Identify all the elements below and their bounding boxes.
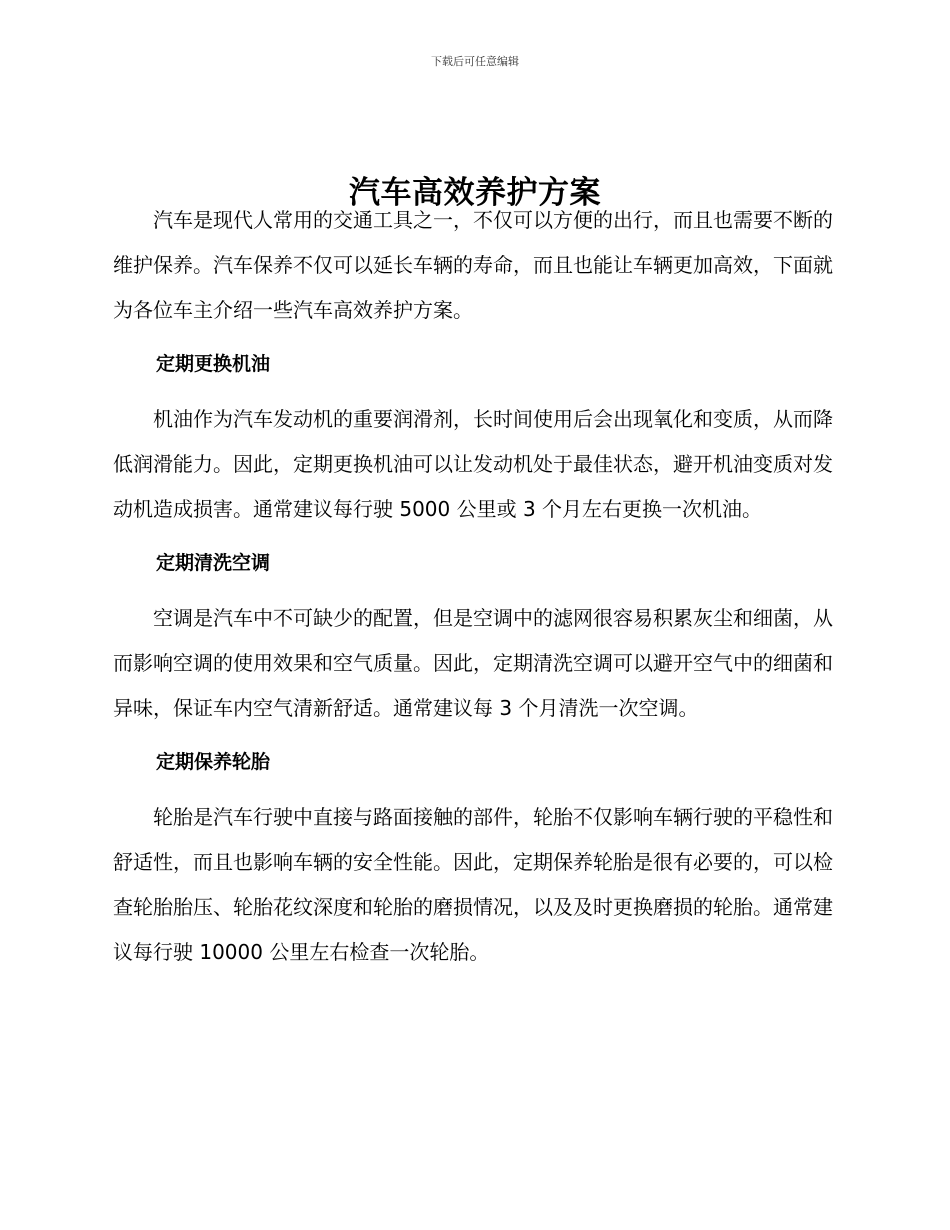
intro-paragraph: 汽车是现代人常用的交通工具之一，不仅可以方便的出行，而且也需要不断的维护保养。汽车保养不仅可以延长车辆的寿命，而且也能让车辆更加高效，下面就为各位车主介绍一些汽车高效养护方案。 <box>113 208 833 322</box>
document-title: 汽车高效养护方案 <box>349 174 601 211</box>
section-heading-ac: 定期清洗空调 <box>156 552 271 574</box>
document-body <box>113 198 833 975</box>
section-body-tires: 轮胎是汽车行驶中直接与路面接触的部件，轮胎不仅影响车辆行驶的平稳性和舒适性，而且也影响车辆的安全性能。因此，定期保养轮胎是很有必要的，可以检查轮胎胎压、轮胎花纹深度和轮胎的磨损情况，以及及时更换磨损的轮胎。通常建议每行驶 10000 公里左右检查一次轮胎。 <box>113 805 833 964</box>
header-note: 下载后可任意编辑 <box>431 55 519 68</box>
section-heading-tires: 定期保养轮胎 <box>156 751 271 773</box>
section-heading-oil: 定期更换机油 <box>156 353 271 375</box>
section-body-ac: 空调是汽车中不可缺少的配置，但是空调中的滤网很容易积累灰尘和细菌，从而影响空调的使用效果和空气质量。因此，定期清洗空调可以避开空气中的细菌和异味，保证车内空气清新舒适。通常建议每 3 个月清洗一次空调。 <box>113 606 833 720</box>
section-body-oil: 机油作为汽车发动机的重要润滑剂，长时间使用后会出现氧化和变质，从而降低润滑能力。因此，定期更换机油可以让发动机处于最佳状态，避开机油变质对发动机造成损害。通常建议每行驶 5000 公里或 3 个月左右更换一次机油。 <box>113 407 833 521</box>
